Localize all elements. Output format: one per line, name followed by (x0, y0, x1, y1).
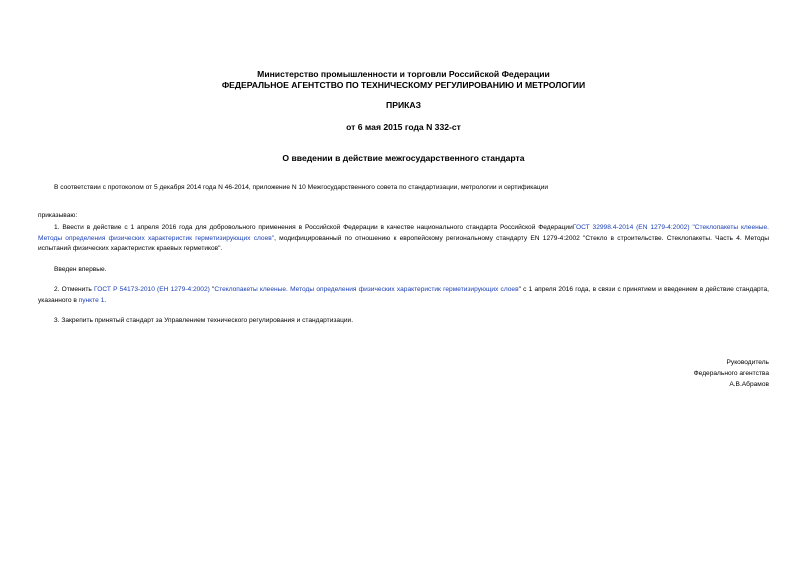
signature-name: А.В.Абрамов (729, 381, 769, 388)
item-3-paragraph: 3. Закрепить принятый стандарт за Управлением технического регулирования и стандартизации. (54, 317, 354, 324)
item-1-paragraph (38, 223, 769, 255)
item-1-text-before: 1. Ввести в действие с 1 апреля 2016 года для добровольного применения в Российской Федерации в качестве национального стандарта Российской Федерации (54, 224, 573, 231)
agency-heading: ФЕДЕРАЛЬНОЕ АГЕНТСТВО ПО ТЕХНИЧЕСКОМУ РЕГУЛИРОВАНИЮ И МЕТРОЛОГИИ (221, 80, 586, 90)
ministry-heading: Министерство промышленности и торговли Российской Федерации (257, 69, 550, 79)
order-word: приказываю: (38, 212, 78, 219)
preamble-paragraph: В соответствии с протоколом от 5 декабря 2014 года N 46-2014, приложение N 10 Межгосударственного совета по стандартизации, метрологии и сертификации (54, 184, 549, 191)
signature-position-line-1: Руководитель (726, 359, 769, 366)
item-1-ref-link[interactable]: пункте 1 (78, 296, 105, 304)
doc-type-heading: ПРИКАЗ (386, 100, 421, 110)
item-2-text-after: " с 1 апреля 2016 года, в связи с принятием и введением в действие стандарта, указанного в (38, 286, 769, 304)
introduced-first-note: Введен впервые. (54, 266, 107, 273)
item-2-text-mid: " (209, 286, 215, 293)
item-2-text-end: . (104, 296, 107, 304)
doc-date-number: от 6 мая 2015 года N 332-ст (346, 122, 461, 132)
gost-r-54173-link[interactable]: ГОСТ Р 54173-2010 (ЕН 1279-4:2002) (94, 286, 210, 293)
item-2-paragraph (38, 285, 769, 306)
item-2-text-before: 2. Отменить (54, 286, 94, 293)
gost-r-54173-title-link[interactable]: Стеклопакеты клееные. Методы определения физических характеристик герметизирующих слоев (214, 286, 519, 293)
gost-32998-link[interactable]: ГОСТ 32998.4-2014 (EN 1279-4:2002) (572, 224, 690, 231)
gost-32998-title-link[interactable]: "Стеклопакеты клееные. Методы определения физических характеристик герметизирующих слоев" (38, 224, 769, 242)
signature-position-line-2: Федерального агентства (693, 370, 769, 377)
item-1-text-after: , модифицированный по отношению к европейскому региональному стандарту EN 1279-4:2002 "Стекло в строительстве. Стеклопакеты. Часть 4. Методы испытаний физических характеристик краевых герметиков". (38, 234, 769, 252)
doc-subject-title: О введении в действие межгосударственного стандарта (282, 153, 525, 163)
